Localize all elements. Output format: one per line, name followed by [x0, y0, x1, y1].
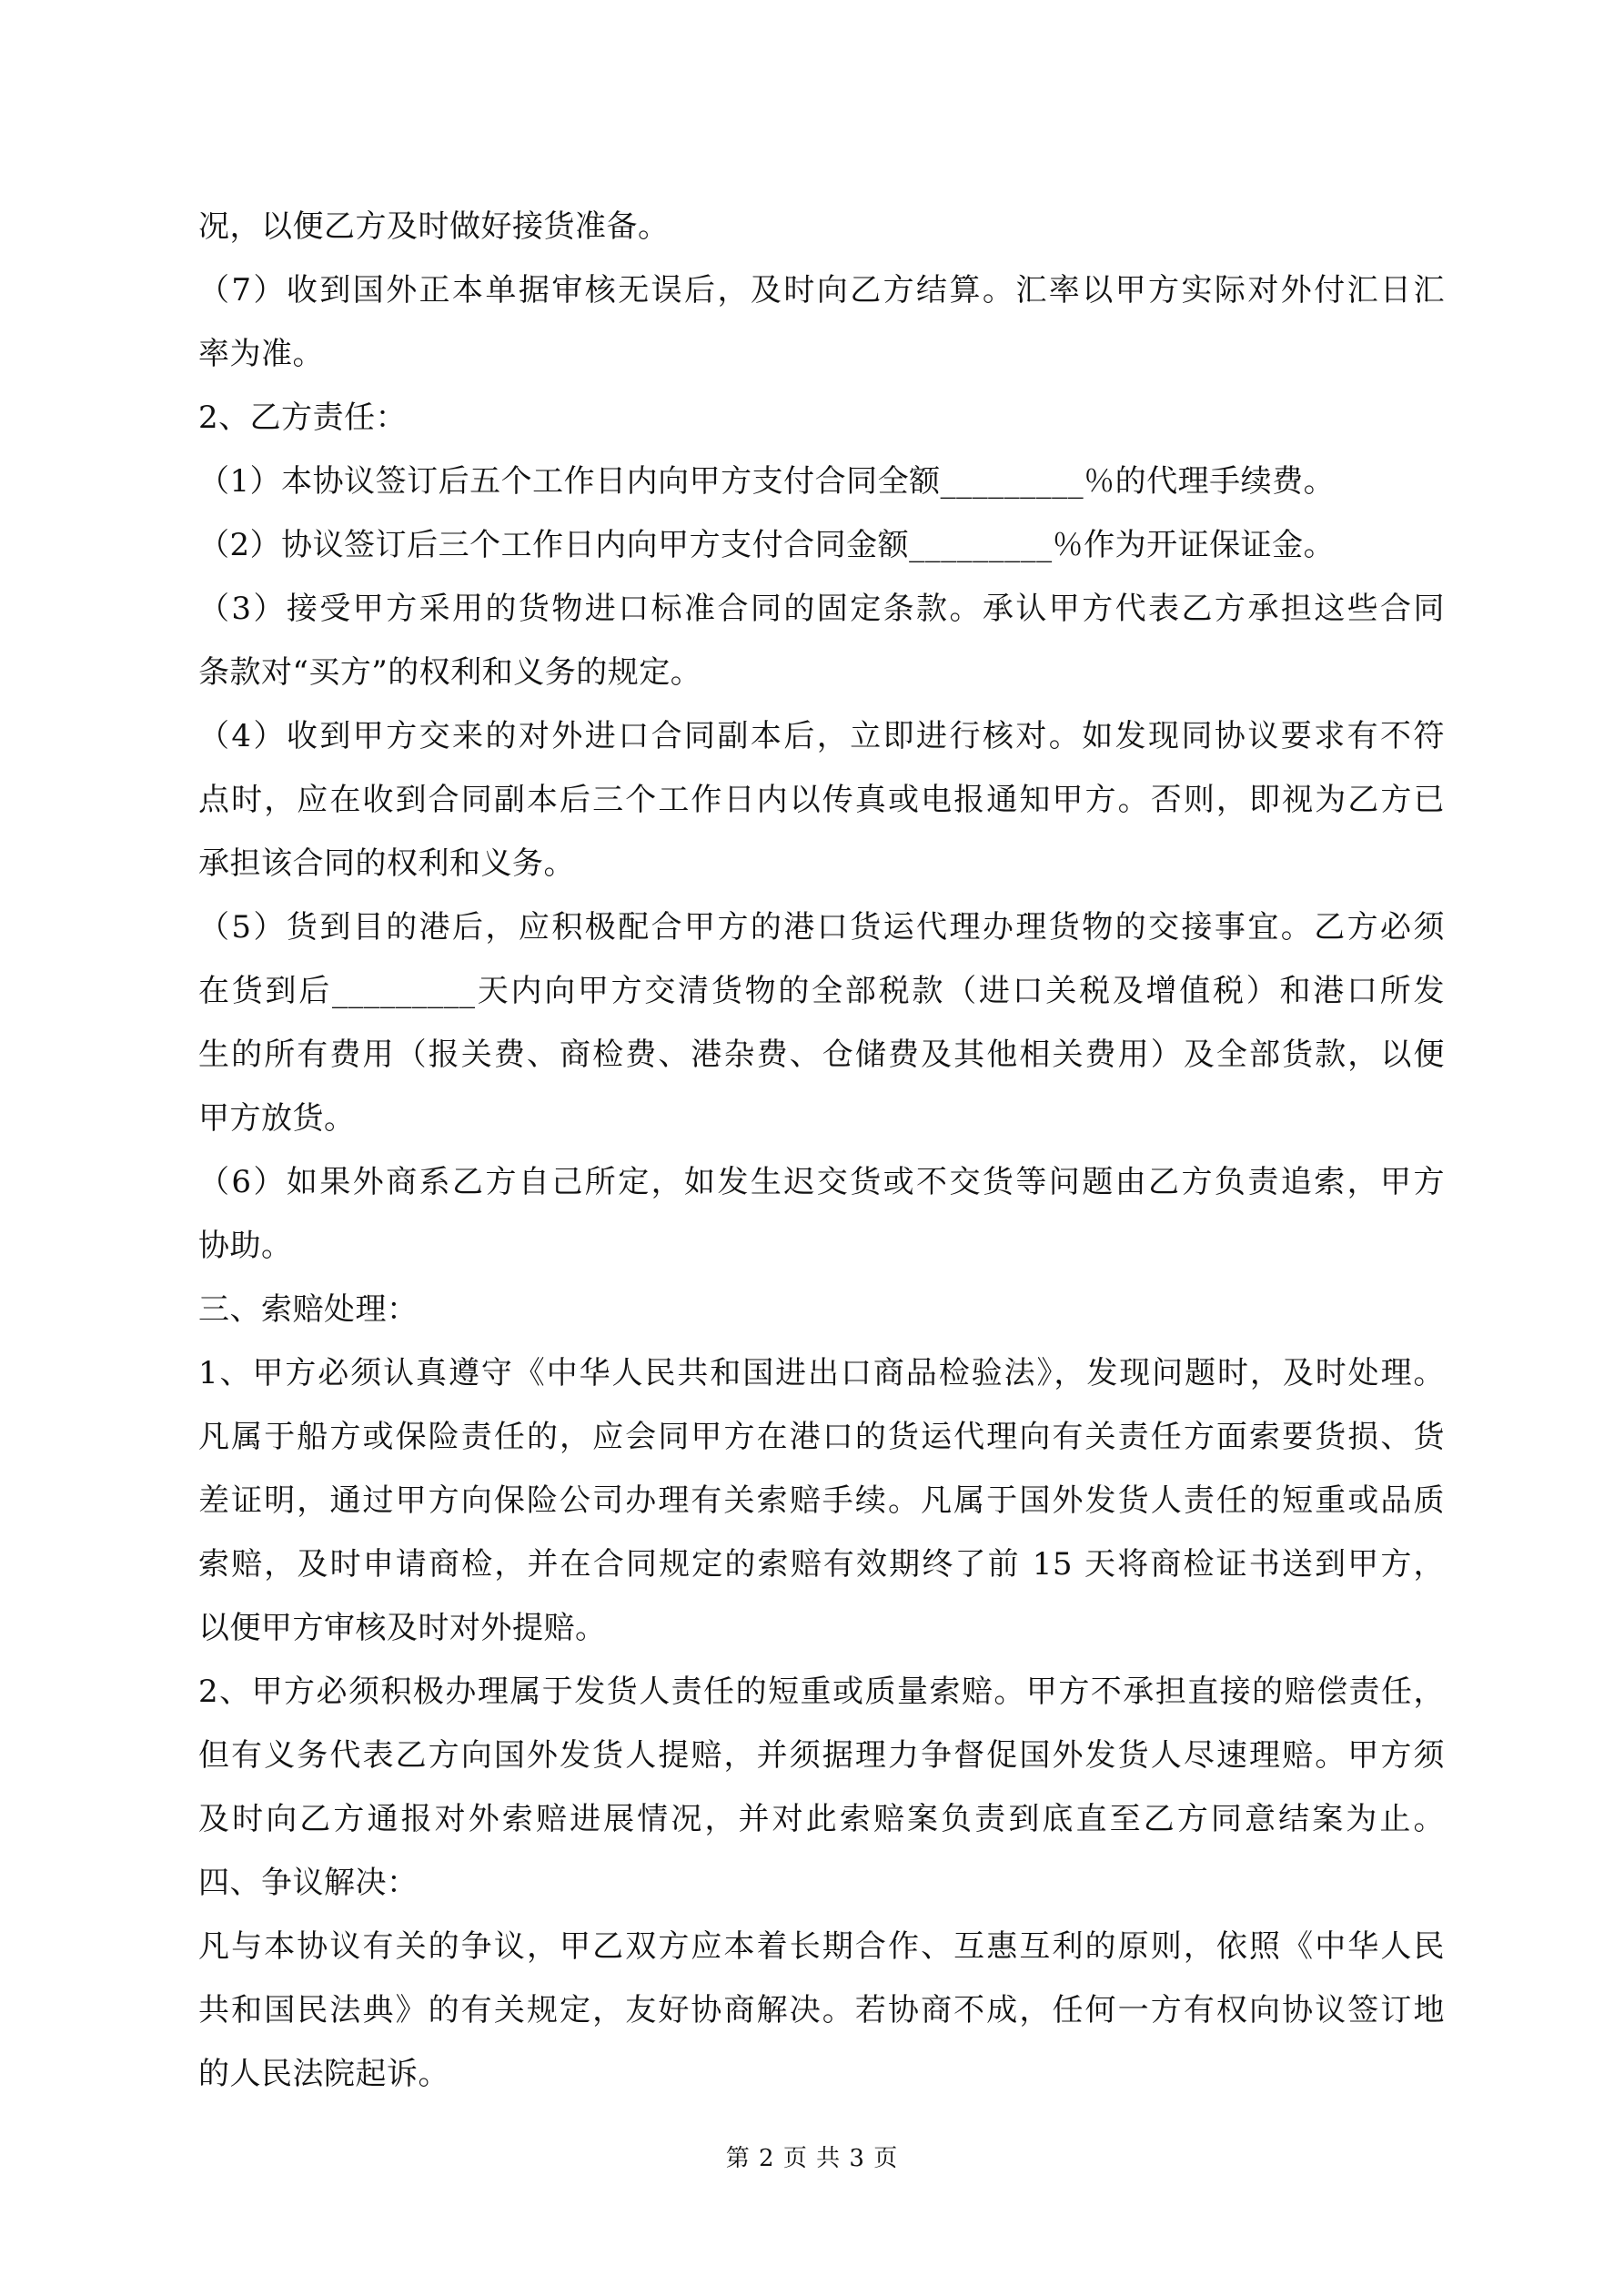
text-line: （6）如果外商系乙方自己所定，如发生迟交货或不交货等问题由乙方负责追索，甲方 [198, 1164, 1445, 1200]
page-footer: 第 2 页 共 3 页 [725, 2145, 899, 2172]
text-line: 生的所有费用（报关费、商检费、港杂费、仓储费及其他相关费用）及全部货款，以便 [198, 1037, 1445, 1073]
text-line: 凡与本协议有关的争议，甲乙双方应本着长期合作、互惠互利的原则，依照《中华人民 [198, 1928, 1445, 1965]
text-line: 2、甲方必须积极办理属于发货人责任的短重或质量索赔。甲方不承担直接的赔偿责任， [198, 1674, 1445, 1710]
text-line: （5）货到目的港后，应积极配合甲方的港口货运代理办理货物的交接事宜。乙方必须 [198, 909, 1445, 946]
text-line: 差证明，通过甲方向保险公司办理有关索赔手续。凡属于国外发货人责任的短重或品质 [198, 1482, 1445, 1519]
text-line: 的人民法院起诉。 [198, 2056, 449, 2092]
text-line: 点时，应在收到合同副本后三个工作日内以传真或电报通知甲方。否则，即视为乙方已 [198, 782, 1445, 818]
text-line: （2）协议签订后三个工作日内向甲方支付合同金额_________％作为开证保证金。 [198, 527, 1336, 563]
text-line: 协助。 [198, 1228, 293, 1264]
text-line: 凡属于船方或保险责任的，应会同甲方在港口的货运代理向有关责任方面索要货损、货 [198, 1419, 1445, 1455]
section-heading: 三、索赔处理： [198, 1291, 419, 1328]
text-line: 承担该合同的权利和义务。 [198, 845, 575, 882]
text-line: 1、甲方必须认真遵守《中华人民共和国进出口商品检验法》，发现问题时，及时处理。 [198, 1355, 1445, 1391]
text-line: （7）收到国外正本单据审核无误后，及时向乙方结算。汇率以甲方实际对外付汇日汇 [198, 272, 1445, 308]
text-line: 但有义务代表乙方向国外发货人提赔，并须据理力争督促国外发货人尽速理赔。甲方须 [198, 1737, 1445, 1774]
text-line: （4）收到甲方交来的对外进口合同副本后，立即进行核对。如发现同协议要求有不符 [198, 718, 1445, 754]
text-line: 及时向乙方通报对外索赔进展情况，并对此索赔案负责到底直至乙方同意结案为止。 [198, 1801, 1445, 1837]
text-line: 以便甲方审核及时对外提赔。 [198, 1610, 607, 1646]
text-line: 率为准。 [198, 336, 324, 372]
text-line: 共和国民法典》的有关规定，友好协商解决。若协商不成，任何一方有权向协议签订地 [198, 1992, 1445, 2028]
section-heading: 四、争议解决： [198, 1865, 419, 1901]
text-line: 索赔，及时申请商检，并在合同规定的索赔有效期终了前 15 天将商检证书送到甲方， [198, 1546, 1445, 1583]
text-line: （1）本协议签订后五个工作日内向甲方支付合同全额_________％的代理手续费。 [198, 463, 1336, 500]
text-line: 条款对“买方”的权利和义务的规定。 [198, 654, 702, 691]
text-line: 况，以便乙方及时做好接货准备。 [198, 208, 670, 245]
text-line: 在货到后_________天内向甲方交清货物的全部税款（进口关税及增值税）和港口所发 [198, 973, 1445, 1009]
section-heading: 2、乙方责任： [198, 400, 408, 436]
text-line: 甲方放货。 [198, 1100, 356, 1137]
document-body [198, 195, 1445, 2106]
text-line: （3）接受甲方采用的货物进口标准合同的固定条款。承认甲方代表乙方承担这些合同 [198, 591, 1445, 627]
